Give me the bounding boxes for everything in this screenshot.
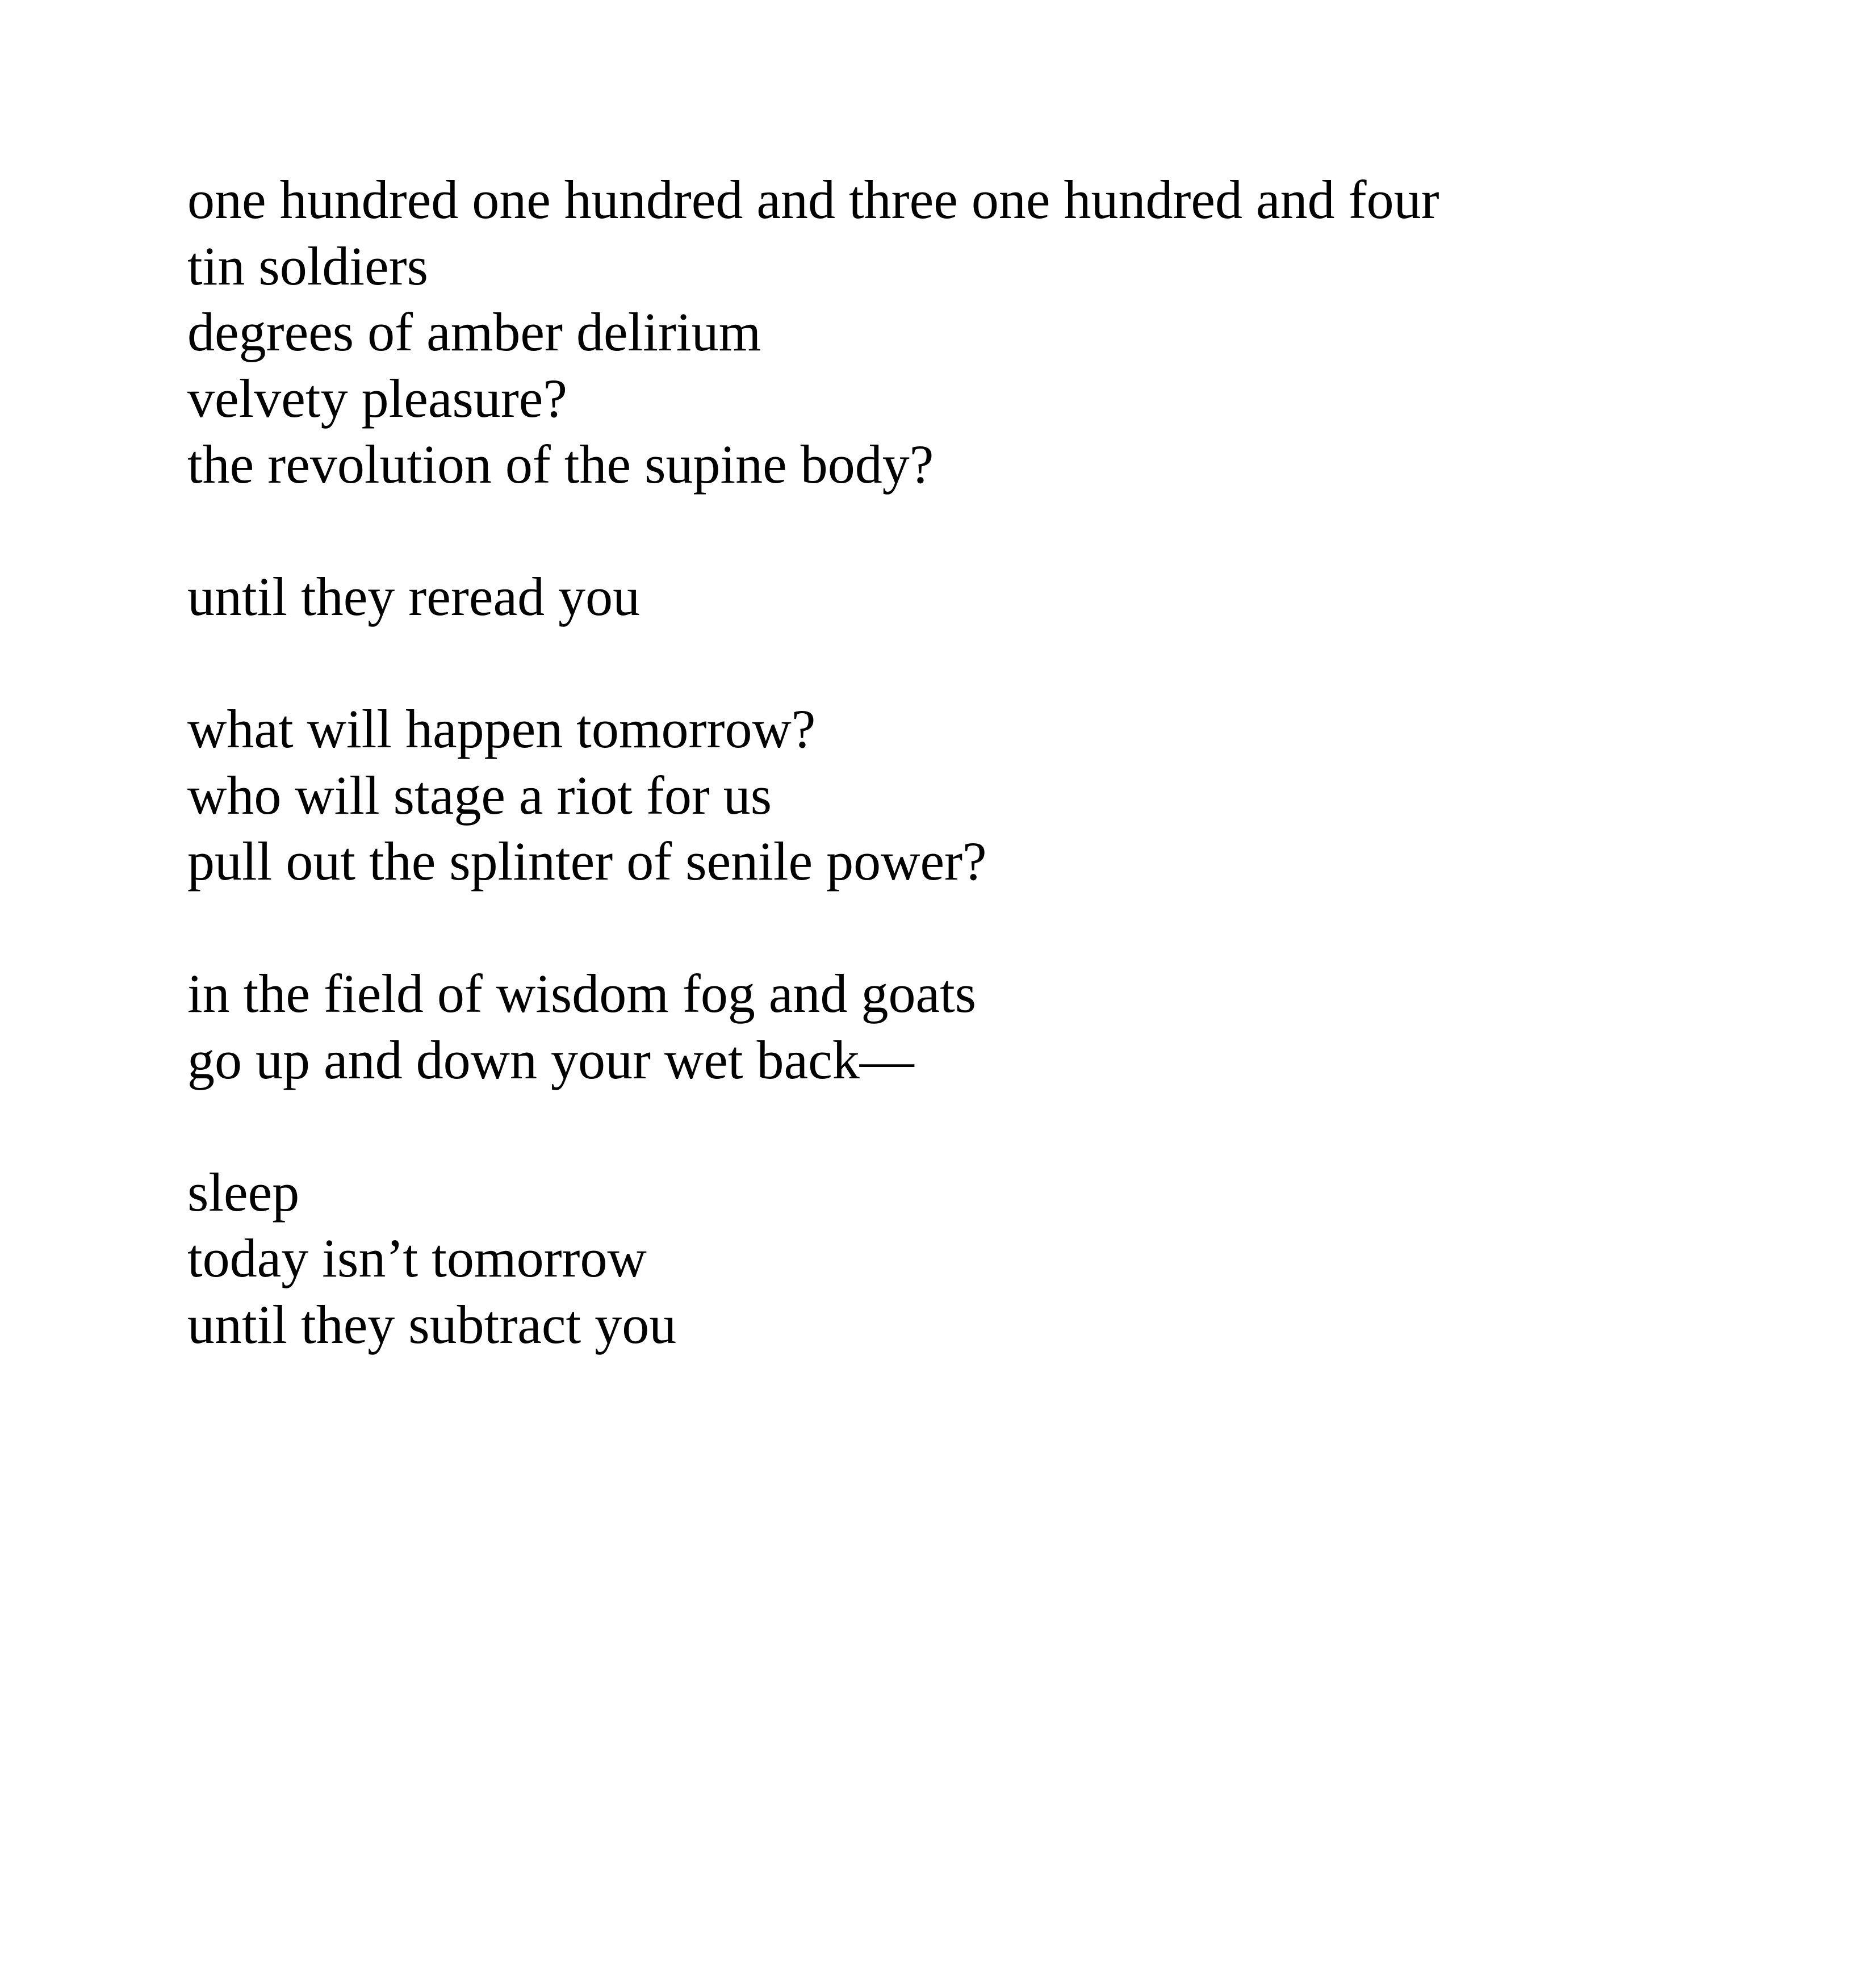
poem-line: one hundred one hundred and three one hundred and four	[187, 169, 1439, 230]
poem-line: velvety pleasure?	[187, 367, 567, 429]
poem-line: pull out the splinter of senile power?	[187, 831, 987, 892]
poem-line: today isn’t tomorrow	[187, 1228, 647, 1288]
poem-line: degrees of amber delirium	[187, 302, 761, 362]
stanza-5	[187, 1160, 1834, 1358]
poem-line: tin soldiers	[187, 235, 428, 296]
poem-line: until they subtract you	[187, 1294, 677, 1355]
stanza-2	[187, 564, 1834, 630]
poem-body	[187, 167, 1834, 1358]
poem-line: what will happen tomorrow?	[187, 698, 816, 759]
stanza-3	[187, 696, 1834, 895]
poem-line: in the field of wisdom fog and goats	[187, 963, 977, 1024]
stanza-4	[187, 961, 1834, 1093]
poem-line: until they reread you	[187, 566, 641, 627]
poem-line: who will stage a riot for us	[187, 764, 772, 826]
poem-line: the revolution of the supine body?	[187, 434, 934, 495]
stanza-1	[187, 167, 1834, 498]
poem-line: go up and down your wet back—	[187, 1029, 914, 1090]
poem-line: sleep	[187, 1161, 300, 1223]
